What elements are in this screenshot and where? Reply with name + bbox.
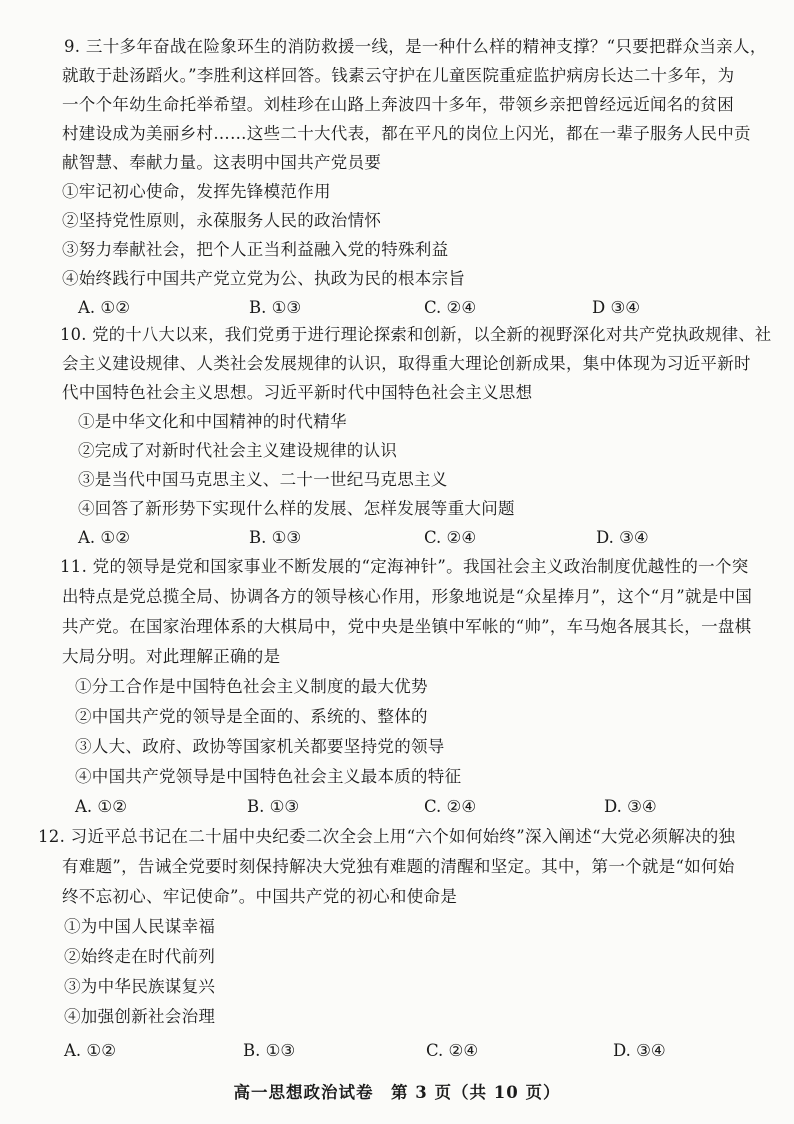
q12-item: ③为中华民族谋复兴 xyxy=(64,977,216,996)
q12-stem-line: 有难题”，告诫全党要时刻保持解决大党独有难题的清醒和坚定。其中，第一个就是“如何始 xyxy=(62,857,735,876)
q12-option-b[interactable]: B. ①③ xyxy=(243,1041,296,1060)
q11-option-d[interactable]: D. ③④ xyxy=(604,797,657,816)
q9-item: ③努力奉献社会，把个人正当利益融入党的特殊利益 xyxy=(62,240,449,259)
q9-item: ④始终践行中国共产党立党为公、执政为民的根本宗旨 xyxy=(62,269,466,288)
q11-item: ①分工合作是中国特色社会主义制度的最大优势 xyxy=(75,677,428,696)
q10-option-d[interactable]: D. ③④ xyxy=(596,528,649,547)
q12-option-c[interactable]: C. ②④ xyxy=(426,1041,479,1060)
q11-stem-line: 大局分明。对此理解正确的是 xyxy=(62,647,281,666)
q9-stem-line: 9. 三十多年奋战在险象环生的消防救援一线，是一种什么样的精神支撑？“只要把群众当亲人， xyxy=(64,37,767,56)
q10-option-b[interactable]: B. ①③ xyxy=(249,528,302,547)
q11-item: ②中国共产党的领导是全面的、系统的、整体的 xyxy=(75,707,428,726)
q9-stem-line: 献智慧、奉献力量。这表明中国共产党员要 xyxy=(62,153,382,172)
q11-stem-line: 11. 党的领导是党和国家事业不断发展的“定海神针”。我国社会主义政治制度优越性的一个突 xyxy=(60,557,749,576)
q9-stem-line: 一个个年幼生命托举希望。刘桂珍在山路上奔波四十多年，带领乡亲把曾经远近闻名的贫困 xyxy=(62,95,734,114)
q11-option-b[interactable]: B. ①③ xyxy=(247,797,300,816)
q10-item: ③是当代中国马克思主义、二十一世纪马克思主义 xyxy=(78,470,448,489)
q10-stem-line: 代中国特色社会主义思想。习近平新时代中国特色社会主义思想 xyxy=(62,383,533,402)
q9-option-b[interactable]: B. ①③ xyxy=(249,298,302,317)
q9-stem-line: 村建设成为美丽乡村……这些二十大代表，都在平凡的岗位上闪光，都在一辈子服务人民中贡 xyxy=(62,124,751,143)
q11-option-c[interactable]: C. ②④ xyxy=(424,797,477,816)
q12-item: ④加强创新社会治理 xyxy=(64,1007,216,1026)
q11-stem-line: 出特点是党总揽全局、协调各方的领导核心作用，形象地说是“众星捧月”，这个“月”就是中国 xyxy=(62,587,753,606)
q9-stem-line: 就敢于赴汤蹈火。”李胜利这样回答。钱素云守护在儿童医院重症监护病房长达二十多年，为 xyxy=(62,66,735,85)
q11-item: ③人大、政府、政协等国家机关都要坚持党的领导 xyxy=(75,737,445,756)
q12-item: ①为中国人民谋幸福 xyxy=(64,917,216,936)
q12-option-d[interactable]: D. ③④ xyxy=(613,1041,666,1060)
page-footer: 高一思想政治试卷 第 3 页（共 10 页） xyxy=(233,1083,561,1102)
q12-item: ②始终走在时代前列 xyxy=(64,947,216,966)
q10-stem-line: 会主义建设规律、人类社会发展规律的认识，取得重大理论创新成果，集中体现为习近平新时 xyxy=(62,354,751,373)
q11-stem-line: 共产党。在国家治理体系的大棋局中，党中央是坐镇中军帐的“帅”，车马炮各展其长，一盘棋 xyxy=(62,617,752,636)
q10-item: ④回答了新形势下实现什么样的发展、怎样发展等重大问题 xyxy=(78,499,515,518)
q12-stem-line: 终不忘初心、牢记使命”。中国共产党的初心和使命是 xyxy=(62,887,458,906)
q9-option-d[interactable]: D ③④ xyxy=(592,298,641,317)
q9-option-c[interactable]: C. ②④ xyxy=(424,298,477,317)
q9-item: ①牢记初心使命，发挥先锋模范作用 xyxy=(62,182,331,201)
q9-item: ②坚持党性原则，永葆服务人民的政治情怀 xyxy=(62,211,382,230)
q9-option-a[interactable]: A. ①② xyxy=(78,298,130,317)
q10-option-a[interactable]: A. ①② xyxy=(78,528,130,547)
q10-item: ①是中华文化和中国精神的时代精华 xyxy=(78,412,347,431)
q11-item: ④中国共产党领导是中国特色社会主义最本质的特征 xyxy=(75,767,462,786)
q12-option-a[interactable]: A. ①② xyxy=(64,1041,116,1060)
q11-option-a[interactable]: A. ①② xyxy=(75,797,127,816)
q10-item: ②完成了对新时代社会主义建设规律的认识 xyxy=(78,441,398,460)
q10-stem-line: 10. 党的十八大以来，我们党勇于进行理论探索和创新，以全新的视野深化对共产党执政规律、社 xyxy=(60,325,772,344)
q12-stem-line: 12. 习近平总书记在二十届中央纪委二次全会上用“六个如何始终”深入阐述“大党必须解决的独 xyxy=(38,827,736,846)
q10-option-c[interactable]: C. ②④ xyxy=(424,528,477,547)
